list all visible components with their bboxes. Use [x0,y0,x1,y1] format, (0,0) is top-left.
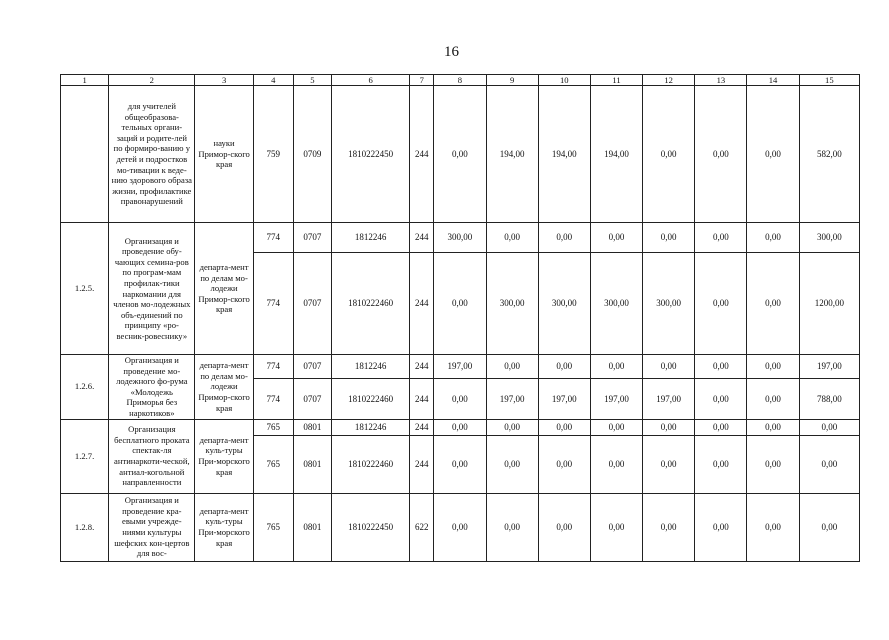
table-cell: 0,00 [695,223,747,253]
table-cell: 300,00 [434,223,486,253]
table-cell: 0801 [293,419,331,435]
table-body [61,86,860,562]
activity-name: Организация и проведение мо-лодежного фо-рума «Молодежь Приморья без наркотиков» [109,355,195,420]
table-cell: 0,00 [695,435,747,493]
table-cell: 759 [253,86,293,223]
table-cell: 1810222460 [331,379,409,419]
table-cell: 244 [410,86,434,223]
table-cell: 300,00 [590,253,642,355]
table-cell: 0,00 [486,223,538,253]
executor: департа-мент куль-туры При-морского края [195,493,253,561]
table-cell: 244 [410,253,434,355]
table-cell: 300,00 [799,223,859,253]
column-header: 7 [410,75,434,86]
table-cell: 0801 [293,493,331,561]
column-header: 11 [590,75,642,86]
table-cell: 0,00 [590,355,642,379]
table-cell: 197,00 [643,379,695,419]
table-cell: 194,00 [538,86,590,223]
table-cell: 0,00 [799,419,859,435]
row-number: 1.2.7. [61,419,109,493]
table-cell: 197,00 [486,379,538,419]
table-cell: 244 [410,379,434,419]
budget-table [60,74,860,562]
table-cell: 622 [410,493,434,561]
table-cell: 0,00 [486,435,538,493]
table-cell: 0,00 [747,253,799,355]
table-cell: 0,00 [434,253,486,355]
table-cell: 0,00 [643,419,695,435]
table-cell: 1810222450 [331,86,409,223]
table-cell: 0,00 [538,435,590,493]
table-cell: 1812246 [331,355,409,379]
table-cell: 0,00 [590,419,642,435]
table-cell: 197,00 [538,379,590,419]
column-header: 4 [253,75,293,86]
table-cell: 300,00 [643,253,695,355]
table-cell: 0,00 [747,435,799,493]
table-cell: 0,00 [486,493,538,561]
table-cell: 0,00 [695,86,747,223]
column-header: 3 [195,75,253,86]
row-number: 1.2.8. [61,493,109,561]
table-cell: 300,00 [486,253,538,355]
table-cell: 0,00 [434,379,486,419]
column-header: 12 [643,75,695,86]
column-header: 13 [695,75,747,86]
table-cell: 0,00 [643,355,695,379]
table-cell: 0,00 [643,223,695,253]
table-cell: 0707 [293,355,331,379]
table-cell: 244 [410,355,434,379]
table-cell: 0,00 [695,379,747,419]
table-cell: 0,00 [486,355,538,379]
table-cell: 0,00 [695,253,747,355]
row-number [61,86,109,223]
executor: науки Примор-ского края [195,86,253,223]
table-cell: 774 [253,223,293,253]
activity-name: для учителей общеобразова-тельных органи-заций и родите-лей по формиро-ванию у детей и подростков мо-тивации к веде-нию здорового образа жизни, профилактике правонарушений [109,86,195,223]
table-cell: 0,00 [643,435,695,493]
column-header: 8 [434,75,486,86]
table-cell: 0,00 [643,493,695,561]
table-cell: 788,00 [799,379,859,419]
column-header: 5 [293,75,331,86]
executor: департа-мент по делам мо-лодежи Примор-ского края [195,223,253,355]
table-cell: 0,00 [695,493,747,561]
executor: департа-мент по делам мо-лодежи Примор-ского края [195,355,253,420]
table-cell: 0,00 [747,355,799,379]
table-cell: 0,00 [695,419,747,435]
table-row [61,419,860,435]
table-cell: 765 [253,419,293,435]
table-cell: 1812246 [331,223,409,253]
table-cell: 0,00 [747,379,799,419]
table-cell: 0801 [293,435,331,493]
table-cell: 765 [253,435,293,493]
table-cell: 0,00 [590,223,642,253]
activity-name: Организация и проведение кра-евыми учрежде-ниями культуры шефских кон-цертов для вос- [109,493,195,561]
table-cell: 0,00 [747,419,799,435]
table-cell: 1200,00 [799,253,859,355]
table-cell: 1810222450 [331,493,409,561]
table-cell: 765 [253,493,293,561]
table-cell: 0,00 [538,419,590,435]
table-cell: 0,00 [434,493,486,561]
table-cell: 0,00 [747,223,799,253]
table-cell: 197,00 [590,379,642,419]
table-cell: 0,00 [747,493,799,561]
table-cell: 197,00 [799,355,859,379]
table-cell: 244 [410,223,434,253]
activity-name: Организация и проведение обу-чающих семина-ров по програм-мам профилак-тики наркомании для членов мо-лодежных объ-единений по принципу «ро-весник-ровеснику» [109,223,195,355]
table-cell: 0,00 [486,419,538,435]
table-cell: 0,00 [590,435,642,493]
table-cell: 0,00 [747,86,799,223]
table-cell: 0,00 [538,493,590,561]
table-row [61,86,860,223]
header-row [61,75,860,86]
table-cell: 0707 [293,223,331,253]
row-number: 1.2.6. [61,355,109,420]
table-cell: 0,00 [799,435,859,493]
column-header: 2 [109,75,195,86]
column-header: 9 [486,75,538,86]
column-header: 1 [61,75,109,86]
table-cell: 0709 [293,86,331,223]
table-cell: 0707 [293,253,331,355]
executor: департа-мент куль-туры При-морского края [195,419,253,493]
column-header: 15 [799,75,859,86]
table-cell: 0,00 [434,435,486,493]
page-number: 16 [444,44,459,60]
table-row [61,493,860,561]
table-cell: 774 [253,253,293,355]
table-cell: 1812246 [331,419,409,435]
table-cell: 0,00 [590,493,642,561]
table-cell: 300,00 [538,253,590,355]
table-cell: 244 [410,435,434,493]
table-cell: 0,00 [434,86,486,223]
column-header: 6 [331,75,409,86]
column-header: 14 [747,75,799,86]
table-cell: 0,00 [695,355,747,379]
table-cell: 1810222460 [331,435,409,493]
table-cell: 194,00 [486,86,538,223]
table-cell: 0,00 [538,355,590,379]
column-header: 10 [538,75,590,86]
table-cell: 1810222460 [331,253,409,355]
table-cell: 0,00 [434,419,486,435]
table-cell: 0707 [293,379,331,419]
table-cell: 197,00 [434,355,486,379]
table-cell: 774 [253,355,293,379]
table-row [61,223,860,253]
table-cell: 194,00 [590,86,642,223]
row-number: 1.2.5. [61,223,109,355]
table-cell: 0,00 [643,86,695,223]
table-cell: 244 [410,419,434,435]
table-cell: 0,00 [538,223,590,253]
table-cell: 0,00 [799,493,859,561]
table-cell: 774 [253,379,293,419]
table-cell: 582,00 [799,86,859,223]
table-row [61,355,860,379]
activity-name: Организация бесплатного проката спектак-ля антинаркоти-ческой, антиал-когольной направленности [109,419,195,493]
